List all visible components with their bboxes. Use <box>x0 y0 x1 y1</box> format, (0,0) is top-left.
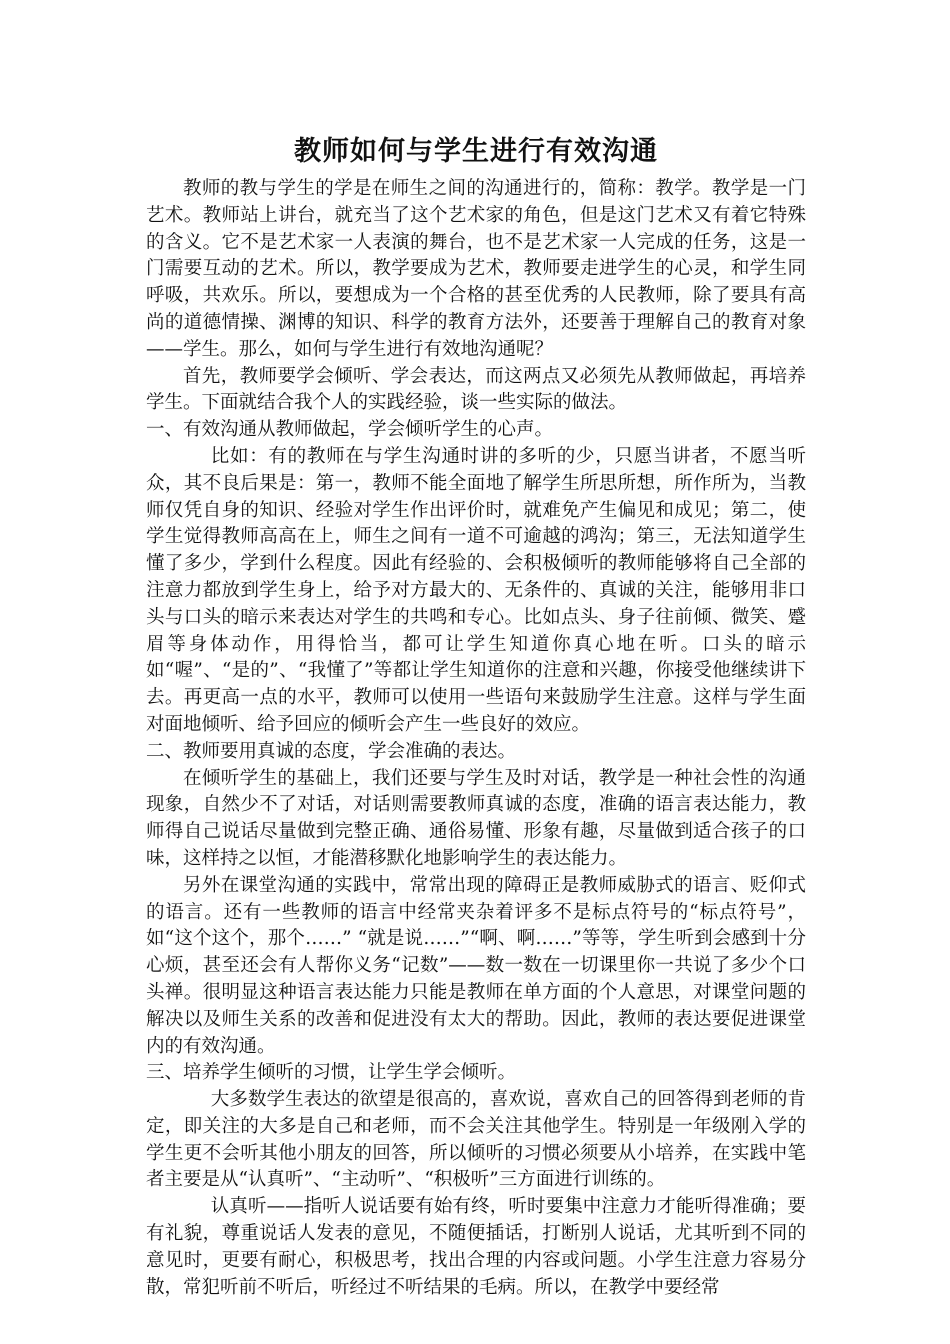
paragraph: 另外在课堂沟通的实践中，常常出现的障碍正是教师威胁式的语言、贬仰式的语言。还有一些教师的语言中经常夹杂着评多不是标点符号的“标点符号”，如“这个这个，那个……” “就是说……”“啊、啊……”等等，学生听到会感到十分心烦，甚至还会有人帮你义务“记数”——数一数在一切课里你一共说了多少个口头禅。很明显这种语言表达能力只能是教师在单方面的个人意思，对课堂问题的解决以及师生关系的改善和促进没有太大的帮助。因此，教师的表达要促进课堂内的有效沟通。 <box>146 874 806 1057</box>
document-title: 教师如何与学生进行有效沟通 <box>294 136 658 167</box>
document-body <box>146 176 806 1301</box>
section-heading: 二、教师要用真诚的态度，学会准确的表达。 <box>146 740 517 762</box>
paragraph: 教师的教与学生的学是在师生之间的沟通进行的，简称：教学。教学是一门艺术。教师站上讲台，就充当了这个艺术家的角色，但是这门艺术又有着它特殊的含义。它不是艺术家一人表演的舞台，也不是艺术家一人完成的任务，这是一门需要互动的艺术。所以，教学要成为艺术，教师要走进学生的心灵，和学生同呼吸，共欢乐。所以，要想成为一个合格的甚至优秀的人民教师，除了要具有高尚的道德情操、渊博的知识、科学的教育方法外，还要善于理解自己的教育对象——学生。那么，如何与学生进行有效地沟通呢？ <box>146 178 806 360</box>
paragraph: 比如：有的教师在与学生沟通时讲的多听的少，只愿当讲者，不愿当听众，其不良后果是：第一，教师不能全面地了解学生所思所想，所作所为，当教师仅凭自身的知识、经验对学生作出评价时，就难免产生偏见和成见；第二，使学生觉得教师高高在上，师生之间有一道不可逾越的鸿沟；第三，无法知道学生懂了多少，学到什么程度。因此有经验的、会积极倾听的教师能够将自己全部的注意力都放到学生身上，给予对方最大的、无条件的、真诚的关注，能够用非口头与口头的暗示来表达对学生的共鸣和专心。比如点头、身子往前倾、微笑、蹙眉等身体动作，用得恰当，都可让学生知道你真心地在听。口头的暗示如“喔”、“是的”、“我懂了”等都让学生知道你的注意和兴趣，你接受他继续讲下去。再更高一点的水平，教师可以使用一些语句来鼓励学生注意。这样与学生面对面地倾听、给予回应的倾听会产生一些良好的效应。 <box>146 445 806 735</box>
paragraph: 首先，教师要学会倾听、学会表达，而这两点又必须先从教师做起，再培养学生。下面就结合我个人的实践经验，谈一些实际的做法。 <box>146 365 806 414</box>
paragraph: 认真听——指听人说话要有始有终，听时要集中注意力才能听得准确；要有礼貌，尊重说话人发表的意见，不随便插话，打断别人说话，尤其听到不同的意见时，更要有耐心，积极思考，找出合理的内容或问题。小学生注意力容易分散，常犯听前不听后，听经过不听结果的毛病。所以，在教学中要经常 <box>146 1196 806 1298</box>
section-heading: 一、有效沟通从教师做起，学会倾听学生的心声。 <box>146 419 554 441</box>
paragraph: 大多数学生表达的欲望是很高的，喜欢说，喜欢自己的回答得到老师的肯定，即关注的大多是自己和老师，而不会关注其他学生。特别是一年级刚入学的学生更不会听其他小朋友的回答，所以倾听的习惯必须要从小培养，在实践中笔者主要是从“认真听”、“主动听”、“积极听”三方面进行训练的。 <box>146 1089 806 1191</box>
paragraph: 在倾听学生的基础上，我们还要与学生及时对话，教学是一种社会性的沟通现象，自然少不了对话，对话则需要教师真诚的态度，准确的语言表达能力，教师得自己说话尽量做到完整正确、通俗易懂、形象有趣，尽量做到适合孩子的口味，这样持之以恒，才能潜移默化地影响学生的表达能力。 <box>146 767 806 869</box>
section-heading: 三、培养学生倾听的习惯，让学生学会倾听。 <box>146 1062 517 1084</box>
document-page <box>146 132 806 1301</box>
